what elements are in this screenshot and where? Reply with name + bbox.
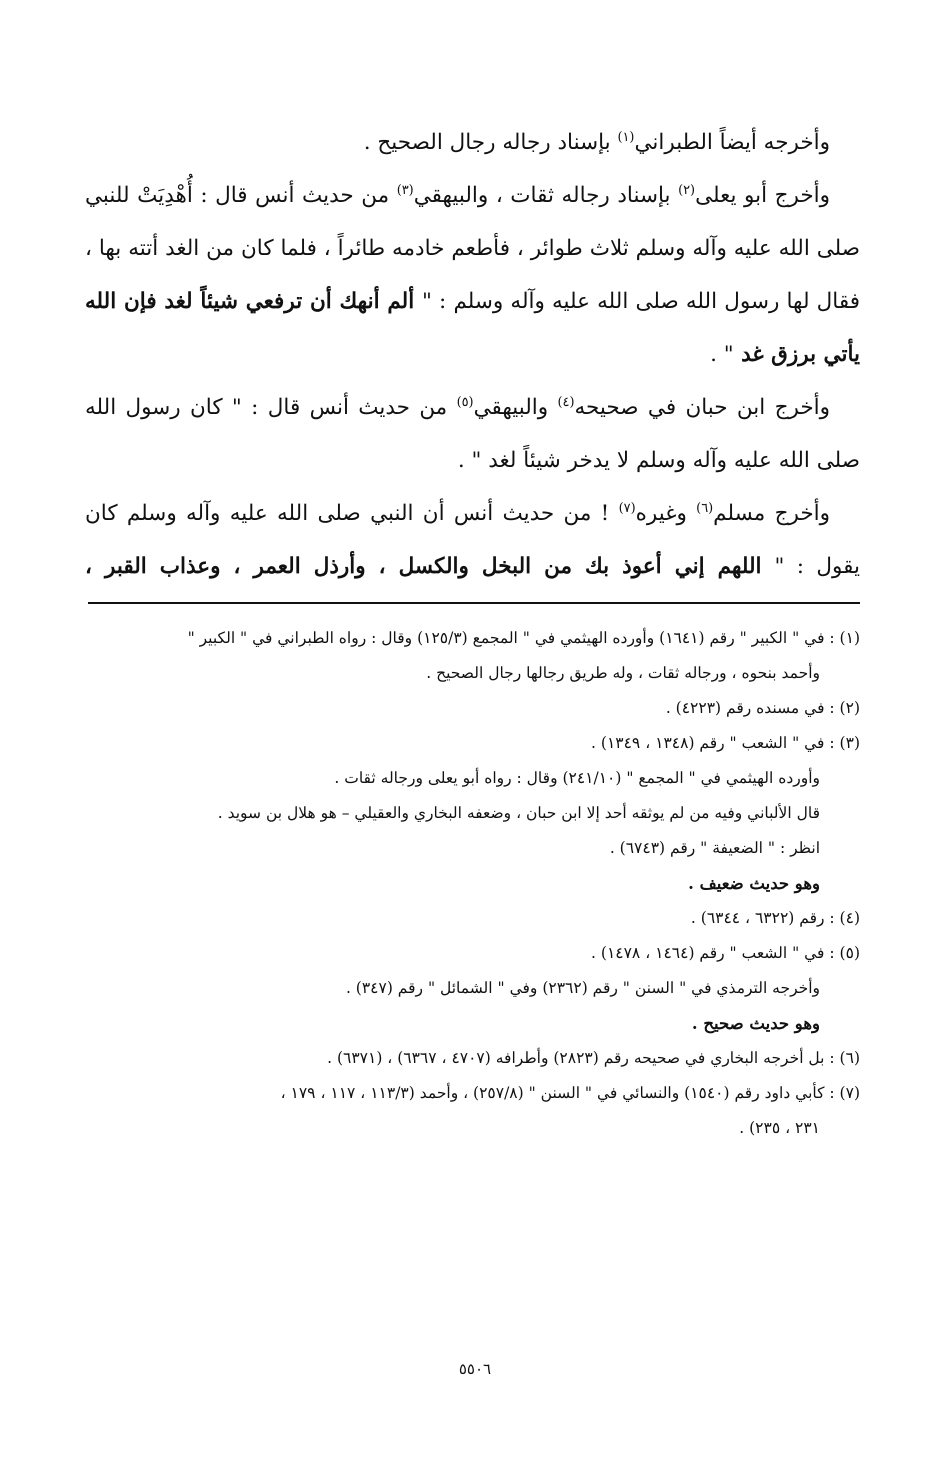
text-run: وأخرج ابن حبان في صحيحه (574, 395, 830, 420)
footnote-1: (١) : في " الكبير " رقم (١٦٤١) وأورده الهيثمي في " المجمع (١٢٥/٣) وقال : رواه الطبراني في " الكبير " (187, 629, 860, 647)
footnote-3-detail: قال الألباني وفيه من لم يوثقه أحد إلا ابن حبان ، وضعفه البخاري والعقيلي – هو هلال بن سويد . (217, 804, 820, 822)
footnote-ref-2: (٢) (678, 182, 696, 198)
text-run: من حديث أنس قال : أُهْدِيَتْ للنبي صلى الله عليه وآله وسلم ثلاث طوائر ، فأطعم خادمه طائراً ، فلما كان من الغد أتته بها ، فقال لها رسول الله صلى الله عليه وآله وسلم : " (85, 183, 860, 314)
footnote-ref-6: (٦) (696, 500, 714, 516)
text-run: وغيره (635, 501, 697, 526)
paragraph-2 (85, 169, 860, 381)
footnote-3-detail: انظر : " الضعيفة " رقم (٦٧٤٣) . (609, 839, 820, 857)
footnote-4: (٤) : رقم (٦٣٢٢ ، ٦٣٤٤) . (690, 909, 860, 927)
footnote-ref-4: (٤) (557, 394, 575, 410)
footnote-5-verdict: وهو حديث صحيح . (691, 1014, 820, 1033)
footnote-7-continued: ٢٣١ ، ٢٣٥) . (739, 1119, 820, 1137)
footnote-ref-3: (٣) (396, 182, 414, 198)
footnote-3-detail: وأورده الهيثمي في " المجمع " (٢٤١/١٠) وقال : رواه أبو يعلى ورجاله ثقات . (334, 769, 820, 787)
footnote-3-verdict: وهو حديث ضعيف . (688, 874, 820, 893)
footnotes (85, 621, 860, 1146)
footnote-5: (٥) : في " الشعب " رقم (١٤٦٤ ، ١٤٧٨) . (591, 944, 860, 962)
footnote-divider (88, 602, 860, 604)
footnote-ref-7: (٧) (618, 500, 636, 516)
footnote-3: (٣) : في " الشعب " رقم (١٣٤٨ ، ١٣٤٩) . (591, 734, 860, 752)
footnote-1-continued: وأحمد بنحوه ، ورجاله ثقات ، وله طريق رجالها رجال الصحيح . (426, 664, 820, 682)
page (85, 116, 860, 1416)
text-run: بإسناد رجاله ثقات ، والبيهقي (413, 183, 679, 208)
text-run: من حديث أنس قال : " كان رسول الله صلى الله عليه وآله وسلم لا يدخر شيئاً لغد " . (85, 395, 860, 473)
text-run: وأخرج مسلم (713, 501, 830, 526)
footnote-2: (٢) : في مسنده رقم (٤٢٢٣) . (665, 699, 860, 717)
paragraph-3 (85, 381, 860, 487)
footnote-5-detail: وأخرجه الترمذي في " السنن " رقم (٢٣٦٢) وفي " الشمائل " رقم (٣٤٧) . (345, 979, 820, 997)
text-run: والبيهقي (473, 395, 558, 420)
footnote-ref-1: (١) (617, 129, 635, 145)
paragraph-4 (85, 487, 860, 593)
text-run: بإسناد رجاله رجال الصحيح . (363, 130, 618, 155)
text-run: ! من حديث أنس أن النبي صلى الله عليه وآله وسلم كان يقول : " (85, 501, 860, 579)
main-text (85, 116, 860, 593)
text-run: وأخرج أبو يعلى (695, 183, 830, 208)
text-run: " . (710, 342, 734, 367)
hadith-quote-bold: ألم أنهك أن ترفعي شيئاً لغد فإن الله يأتي برزق غد (85, 289, 860, 367)
hadith-quote-bold: اللهم إني أعوذ بك من البخل والكسل ، وأرذل العمر ، وعذاب القبر ، (85, 554, 775, 579)
footnote-6: (٦) : بل أخرجه البخاري في صحيحه رقم (٢٨٢٣) وأطرافه (٤٧٠٧ ، ٦٣٦٧) ، (٦٣٧١) . (327, 1049, 860, 1067)
page-number: ٥٥٠٦ (458, 1360, 492, 1378)
paragraph-1 (85, 116, 860, 169)
text-run: وأخرجه أيضاً الطبراني (634, 130, 830, 155)
footnote-ref-5: (٥) (456, 394, 474, 410)
footnote-7: (٧) : كأبي داود رقم (١٥٤٠) والنسائي في " السنن " (٢٥٧/٨) ، وأحمد (١١٣/٣ ، ١١٧ ، ١٧٩ ، (280, 1084, 860, 1102)
